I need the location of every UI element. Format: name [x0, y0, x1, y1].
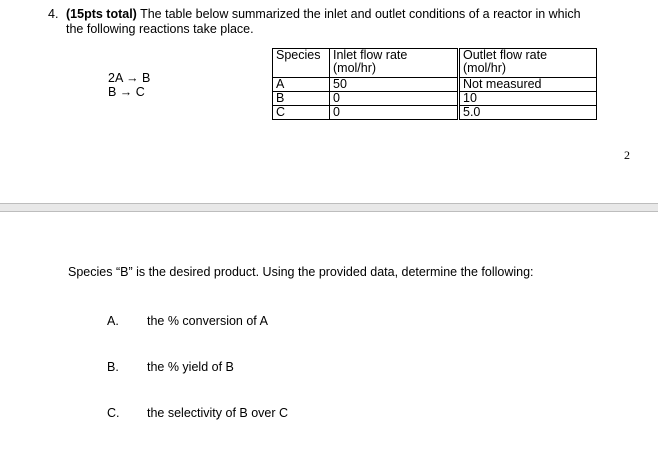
table-row [273, 78, 597, 92]
part-a [107, 314, 268, 328]
header-outlet-line-1: Outlet flow rate [463, 48, 548, 62]
table-header-row [273, 49, 597, 78]
reaction-1: 2A → B [108, 71, 151, 85]
header-outlet-line-2: (mol/hr) [463, 61, 507, 75]
cell-species: C [273, 106, 330, 120]
part-label: C. [107, 406, 120, 420]
cell-outlet: 10 [459, 92, 597, 106]
page-break-divider [0, 203, 658, 212]
question-header [48, 7, 648, 37]
reaction-list [108, 71, 150, 99]
question-text-2: the following reactions take place. [66, 22, 254, 36]
reaction-2: B → C [108, 85, 145, 99]
header-species: Species [273, 49, 330, 78]
part-label: B. [107, 360, 119, 374]
cell-outlet: Not measured [459, 78, 597, 92]
question-points: (15pts total) [66, 7, 137, 21]
header-inlet-line-1: Inlet flow rate [333, 48, 408, 62]
table-row [273, 92, 597, 106]
cell-inlet: 0 [330, 92, 459, 106]
part-c [107, 406, 288, 420]
flow-conditions-table [272, 48, 597, 120]
header-inlet [330, 49, 459, 78]
table-row [273, 106, 597, 120]
cell-species: A [273, 78, 330, 92]
question-prompt: Species “B” is the desired product. Using the provided data, determine the following: [68, 265, 534, 279]
header-inlet-line-2: (mol/hr) [333, 61, 377, 75]
part-label: A. [107, 314, 119, 328]
cell-species: B [273, 92, 330, 106]
part-b [107, 360, 234, 374]
cell-outlet: 5.0 [459, 106, 597, 120]
page-number: 2 [624, 148, 630, 162]
cell-inlet: 50 [330, 78, 459, 92]
cell-inlet: 0 [330, 106, 459, 120]
page-1 [0, 0, 658, 205]
question-number: 4. [48, 7, 59, 21]
question-text-1: The table below summarized the inlet and outlet conditions of a reactor in which [140, 7, 581, 21]
question-line-1 [48, 7, 648, 22]
part-text: the selectivity of B over C [147, 406, 289, 420]
header-outlet [459, 49, 597, 78]
part-text: the % yield of B [147, 360, 234, 374]
part-text: the % conversion of A [147, 314, 268, 328]
